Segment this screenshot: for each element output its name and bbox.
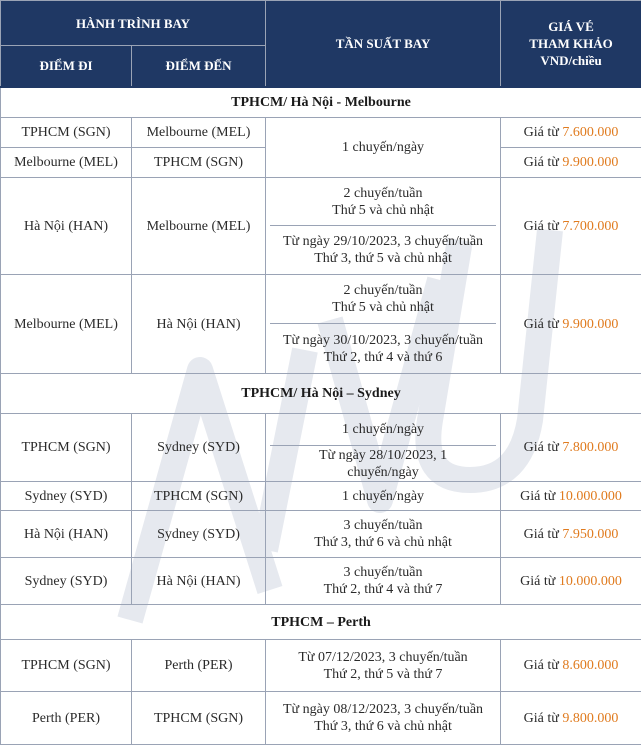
frequency-line: 2 chuyến/tuần	[343, 283, 423, 298]
from-cell: Hà Nội (HAN)	[1, 511, 132, 558]
frequency-line: chuyến/ngày	[347, 464, 419, 480]
frequency-cell	[266, 178, 501, 275]
price-prefix: Giá từ	[523, 125, 559, 140]
price-cell	[501, 148, 641, 178]
price-value: 7.800.000	[562, 440, 619, 455]
to-cell: Sydney (SYD)	[132, 414, 266, 482]
frequency-line: Từ ngày 28/10/2023, 1	[318, 447, 448, 463]
from-cell: TPHCM (SGN)	[1, 640, 132, 692]
price-value: 10.000.000	[558, 573, 622, 589]
from-cell: TPHCM (SGN)	[1, 118, 132, 148]
frequency-line: Thứ 5 và chủ nhật	[332, 202, 434, 218]
from-cell: Sydney (SYD)	[1, 558, 132, 605]
header-frequency: TẦN SUẤT BAY	[266, 1, 501, 87]
frequency-line: Từ ngày 30/10/2023, 3 chuyến/tuần	[282, 332, 484, 348]
frequency-line: Thứ 2, thứ 4 và thứ 7	[323, 582, 443, 597]
to-cell: TPHCM (SGN)	[132, 148, 266, 178]
header-from: ĐIỂM ĐI	[1, 46, 132, 87]
to-cell: Melbourne (MEL)	[132, 178, 266, 275]
frequency-current	[270, 414, 496, 445]
from-cell: Hà Nội (HAN)	[1, 178, 132, 275]
price-value: 7.700.000	[562, 218, 619, 234]
frequency-line: 2 chuyến/tuần	[343, 185, 423, 201]
frequency-cell	[266, 511, 501, 558]
from-cell: TPHCM (SGN)	[1, 414, 132, 482]
price-prefix: Giá từ	[523, 155, 559, 170]
frequency-line: Thứ 2, thứ 4 và thứ 6	[323, 349, 443, 365]
header-price-line3: VND/chiều	[540, 52, 602, 68]
header-route: HÀNH TRÌNH BAY	[1, 1, 266, 46]
header-price-line1: GIÁ VÉ	[548, 18, 594, 34]
frequency-cell: 1 chuyến/ngày	[266, 118, 501, 178]
from-cell: Melbourne (MEL)	[1, 275, 132, 374]
price-prefix: Giá từ	[523, 658, 559, 673]
frequency-line: 3 chuyến/tuần	[343, 518, 423, 533]
price-cell	[501, 692, 641, 745]
price-cell	[501, 511, 641, 558]
header-to: ĐIỂM ĐẾN	[132, 46, 266, 87]
frequency-line: Thứ 3, thứ 6 và chủ nhật	[314, 719, 452, 734]
to-cell: TPHCM (SGN)	[132, 692, 266, 745]
frequency-line: Từ 07/12/2023, 3 chuyến/tuần	[298, 649, 468, 665]
price-prefix: Giá từ	[523, 218, 559, 234]
frequency-current	[270, 275, 496, 323]
price-cell	[501, 414, 641, 482]
price-value: 9.900.000	[562, 155, 619, 170]
price-prefix: Giá từ	[520, 488, 556, 504]
frequency-cell: 1 chuyến/ngày	[266, 482, 501, 511]
price-cell	[501, 482, 641, 511]
frequency-cell	[266, 692, 501, 745]
price-cell	[501, 558, 641, 605]
frequency-line: Thứ 3, thứ 6 và chủ nhật	[314, 535, 452, 550]
price-prefix: Giá từ	[523, 440, 559, 455]
to-cell: TPHCM (SGN)	[132, 482, 266, 511]
frequency-cell	[266, 275, 501, 374]
frequency-line: Thứ 5 và chủ nhật	[332, 300, 434, 315]
header-price-line2: THAM KHẢO	[529, 35, 613, 51]
frequency-new	[270, 445, 496, 481]
price-cell	[501, 640, 641, 692]
to-cell: Hà Nội (HAN)	[132, 275, 266, 374]
from-cell: Sydney (SYD)	[1, 482, 132, 511]
frequency-line: Thứ 2, thứ 5 và thứ 7	[323, 666, 443, 682]
from-cell: Perth (PER)	[1, 692, 132, 745]
price-value: 9.900.000	[562, 316, 619, 332]
price-prefix: Giá từ	[523, 526, 559, 542]
frequency-current	[270, 178, 496, 225]
to-cell: Sydney (SYD)	[132, 511, 266, 558]
frequency-cell	[266, 640, 501, 692]
price-prefix: Giá từ	[520, 573, 556, 589]
header-price	[501, 1, 641, 87]
price-cell	[501, 178, 641, 275]
section-title: TPHCM – Perth	[1, 605, 641, 640]
frequency-line: Từ ngày 29/10/2023, 3 chuyến/tuần	[282, 234, 484, 249]
price-cell	[501, 275, 641, 374]
frequency-new	[270, 323, 496, 373]
frequency-line: Từ ngày 08/12/2023, 3 chuyến/tuần	[282, 702, 484, 717]
frequency-new	[270, 225, 496, 274]
from-cell: Melbourne (MEL)	[1, 148, 132, 178]
price-value: 9.800.000	[562, 710, 619, 726]
price-value: 10.000.000	[558, 488, 622, 504]
section-title: TPHCM/ Hà Nội - Melbourne	[1, 87, 641, 118]
price-cell	[501, 118, 641, 148]
price-prefix: Giá từ	[523, 316, 559, 332]
price-value: 7.600.000	[562, 125, 619, 140]
price-value: 8.600.000	[562, 658, 619, 673]
frequency-line: 3 chuyến/tuần	[343, 565, 423, 580]
price-value: 7.950.000	[562, 526, 619, 542]
to-cell: Hà Nội (HAN)	[132, 558, 266, 605]
to-cell: Melbourne (MEL)	[132, 118, 266, 148]
frequency-cell	[266, 558, 501, 605]
frequency-cell	[266, 414, 501, 482]
frequency-line: 1 chuyến/ngày	[342, 422, 425, 437]
price-prefix: Giá từ	[523, 710, 559, 726]
frequency-line: Thứ 3, thứ 5 và chủ nhật	[314, 251, 452, 266]
to-cell: Perth (PER)	[132, 640, 266, 692]
section-title: TPHCM/ Hà Nội – Sydney	[1, 374, 641, 414]
